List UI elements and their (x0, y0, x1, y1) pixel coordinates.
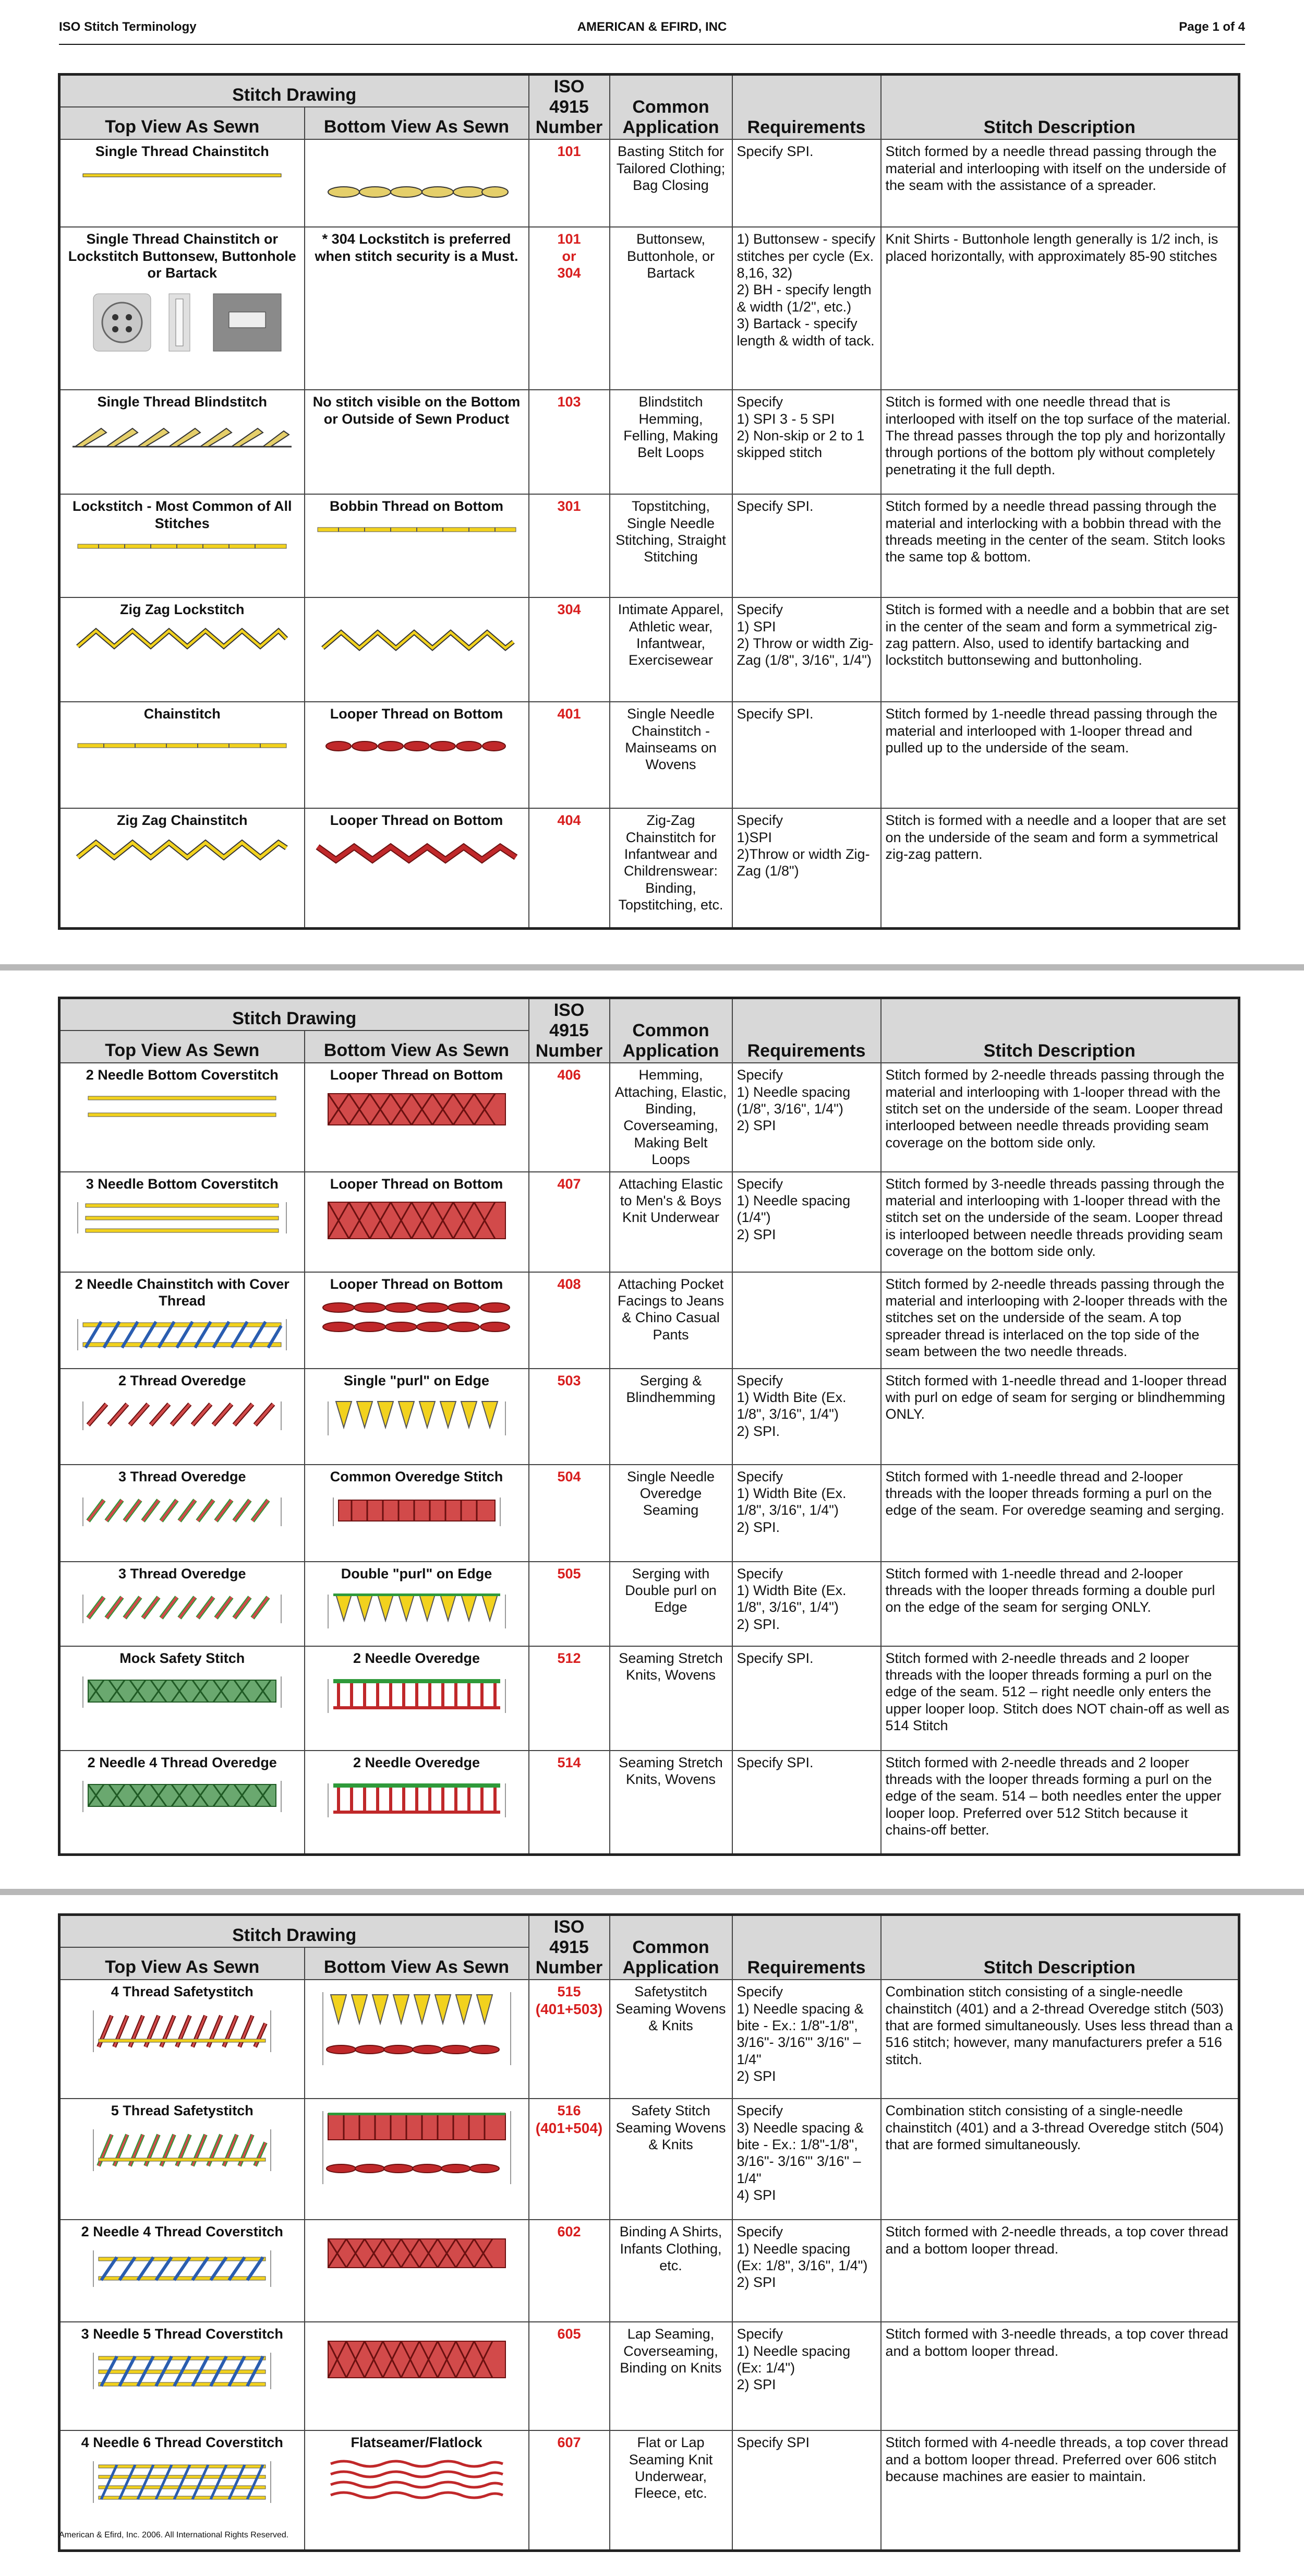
page-number: Page 1 of 4 (1179, 20, 1245, 34)
iso-number: 101 or 304 (529, 227, 610, 390)
stitch-drawing (78, 1091, 286, 1122)
stitch-drawing (318, 2108, 516, 2187)
application: Blindstitch Hemming, Felling, Making Belt Loops (610, 390, 732, 494)
stitch-drawing (318, 1990, 516, 2068)
stitch-drawing (78, 1674, 286, 1710)
description: Stitch formed by a needle thread passing through the material and interlooping with itself on the underside of the seam with the assistance of a spreader. (881, 139, 1239, 227)
description: Stitch is formed with a needle and a looper that are set on the underside of the seam and form a symmetrical zig-zag pattern. (881, 808, 1239, 928)
stitch-drawing (73, 626, 292, 652)
application: Single Needle Chainstitch - Mainseams on Wovens (610, 702, 732, 808)
iso-number: 401 (529, 702, 610, 808)
page-3 (0, 1895, 1304, 2576)
stitch-table-2: Stitch Drawing ISO 4915 Number Common Application Requirements Stitch Description Top View As Sewn Bottom View As Sewn 2 Needle Bottom Coverstitch Looper Thread on Bottom 406 Hemming, Attaching, Elastic, Binding, Coverseaming, Making Belt Loops Specify 1) Needle spacing (1/8", 3/16", 1/4") 2) SPI Stitch formed by 2-needle threads passing through the material and interlooping with 1-looper thread with the stitch set on the underside of the seam. Looper thread interlooped between needle threads providing seam coverage on the bottom side only. 3 Needle Bottom Coverstitch Looper Thread on Bottom 407 Attaching Elastic to Men's & Boys Knit Underwear Specify 1) Needle spacing (1/4") 2) SPI Stitch formed by 3-needle threads passing through the material and interlooping with 1-looper thread with the stitch set on the underside of the seam. Looper thread is interlooped between needle threads providing seam coverage on the bottom side only. 2 Needle Chainstitch with Cover Thread Looper Thread on Bottom 408 Attaching Pocket Facings to Jeans & Chino Casual Pants Stitch formed by 2-needle threads passing through the material and interlooping with 2-looper threads with the stitches set on the underside of the seam. A top spreader thread is interlaced on the top side of the seam between the two needle threads. 2 Thread Overedge Single "purl" on Edge 503 Serging & Blindhemming Specify 1) Width Bite (Ex. 1/8", 3/16", 1/4") 2) SPI. Stitch formed with 1-needle thread and 1-looper thread with purl on edge of seam for serging or blindhemming ONLY. 3 Thread Overedge Common Overedge Stitch 504 Single Needle Overedge Seaming Specify 1) Width Bite (Ex. 1/8", 3/16", 1/4") 2) SPI. Stitch formed with 1-needle thread and 2-looper threads with the looper threads forming a purl on the edge of the seam. For overedge seaming and serging. 3 Thread Overedge Double "purl" on Edge 505 Serging with Double purl on Edge Specify 1) Width Bite (Ex. 1/8", 3/16", 1/4") 2) SPI. Stitch formed with 1-needle thread and 2-looper threads with the looper threads forming a double purl on the edge of the seam for serging ONLY. Mock Safety Stitch 2 Needle Overedge 512 Seaming Stretch Knits, Wovens Specify SPI. Stitch formed with 2-needle threads and 2 looper threads with the looper threads forming a purl on the edge of the seam. 512 – right needle only enters the upper looper loop. Stitch does NOT chain-off as well as 514 Stitch 2 Needle 4 Thread Overedge 2 Needle Overedge 514 Seaming Stretch Knits, Wovens Specify SPI. Stitch formed with 2-needle threads and 2 looper threads with the looper threads forming a purl on the edge of the seam. 514 – both needles enter the upper looper loop. Preferred over 512 Stitch because it chains-off better. (58, 997, 1240, 1856)
description: Knit Shirts - Buttonhole length generally is 1/2 inch, is placed horizontally, with approximately 85-90 stitches (881, 227, 1239, 390)
page-2 (0, 971, 1304, 1889)
iso-number: 404 (529, 808, 610, 928)
table-row: Zig Zag Lockstitch 304 Intimate Apparel, Athletic wear, Infantwear, Exercisewear Specify 1) SPI 2) Throw or width Zig-Zag (1/8", 3/16", 1/4") Stitch is formed with a needle and a bobbin that are set in the center of the seam and form a symmetrical zig-zag pattern. Also, used to identify bartacking and lockstitch buttonsewing and buttonholing. (59, 597, 1239, 702)
stitch-drawing (78, 167, 286, 183)
col-app: Common Application (610, 75, 732, 140)
iso-number: 515 (401+503) (529, 1980, 610, 2099)
table-row: Single Thread Blindstitch No stitch visible on the Bottom or Outside of Sewn Product 103 Blindstitch Hemming, Felling, Making Belt Loops Specify 1) SPI 3 - 5 SPI 2) Non-skip or 2 to 1 skipped stitch Stitch is formed with one needle thread that is interlooped with itself on the top surface of the material. The thread passes through the top ply and horizontally through portions of the bottom ply without completely penetrating it the full depth. (59, 390, 1239, 494)
description: Stitch formed by 1-needle thread passing through the material and interlooped with 1-looper thread and pulled up to the underside of the seam. (881, 702, 1239, 808)
iso-number: 103 (529, 390, 610, 494)
bottom-view-label: * 304 Lockstitch is preferred when stitch security is a Must. (305, 227, 529, 390)
doc-title: ISO Stitch Terminology (59, 20, 197, 34)
stitch-drawing (318, 627, 516, 653)
stitch-drawing (88, 2459, 276, 2506)
application: Basting Stitch for Tailored Clothing; Bag Closing (610, 139, 732, 227)
table-row: Lockstitch - Most Common of All Stitches Bobbin Thread on Bottom 301 Topstitching, Single Needle Stitching, Straight Stitching Specify SPI. Stitch formed by a needle thread passing through the material and interlocking with a bobbin thread with the threads meeting in the center of the seam. Stitch looks the same top & bottom. (59, 494, 1239, 597)
stitch-drawing (73, 1316, 292, 1353)
iso-number: 406 (529, 1063, 610, 1171)
stitch-drawing (73, 738, 292, 754)
table-row: 3 Thread Overedge Common Overedge Stitch 504 Single Needle Overedge Seaming Specify 1) Width Bite (Ex. 1/8", 3/16", 1/4") 2) SPI. Stitch formed with 1-needle thread and 2-looper threads with the looper threads forming a purl on the edge of the seam. For overedge seaming and serging. (59, 1465, 1239, 1562)
stitch-drawing (88, 2127, 276, 2174)
table-row: 2 Needle 4 Thread Coverstitch 602 Binding A Shirts, Infants Clothing, etc. Specify 1) Needle spacing (Ex: 1/8", 3/16", 1/4") 2) SPI Stitch formed with 2-needle threads, a top cover thread and a bottom looper thread. (59, 2220, 1239, 2322)
iso-number: 301 (529, 494, 610, 597)
stitch-table-3: Stitch Drawing ISO 4915 Number Common Application Requirements Stitch Description Top View As Sewn Bottom View As Sewn 4 Thread Safetystitch 515 (401+503) Safetystitch Seaming Wovens & Knits Specify 1) Needle spacing & bite - Ex.: 1/8"-1/8", 3/16"- 3/16"' 3/16" – 1/4" 2) SPI Combination stitch consisting of a single-needle chainstitch (401) and a 2-thread Overedge stitch (503) that are formed simultaneously. Uses less thread than a 516 stitch; however, many manufacturers prefer a 516 stitch. 5 Thread Safetystitch 516 (401+504) Safety Stitch Seaming Wovens & Knits Specify 3) Needle spacing & bite - Ex.: 1/8"-1/8", 3/16"- 3/16"' 3/16" – 1/4" 4) SPI Combination stitch consisting of a single-needle chainstitch (401) and a 3-thread Overedge stitch (504) that are formed simultaneously. 2 Needle 4 Thread Coverstitch 602 Binding A Shirts, Infants Clothing, etc. Specify 1) Needle spacing (Ex: 1/8", 3/16", 1/4") 2) SPI Stitch formed with 2-needle threads, a top cover thread and a bottom looper thread. 3 Needle 5 Thread Coverstitch 605 Lap Seaming, Coverseaming, Binding on Knits Specify 1) Needle spacing (Ex: 1/4") 2) SPI Stitch formed with 3-needle threads, a top cover thread and a bottom looper thread. 4 Needle 6 Thread Coverstitch Flatseamer/Flatlock 607 Flat or Lap Seaming Knit Underwear, Fleece, etc. Specify SPI Stitch formed with 4-needle threads, a top cover thread and a bottom looper thread. Preferred over 606 stitch because machines are easier to maintain. (58, 1913, 1240, 2552)
stitch-drawing (318, 1300, 516, 1336)
stitch-drawing (73, 539, 292, 555)
col-desc: Stitch Description (881, 75, 1239, 140)
stitch-drawing (312, 836, 521, 868)
col-top: Top View As Sewn (59, 107, 305, 140)
header-rule (59, 44, 1245, 45)
table-row: 3 Needle 5 Thread Coverstitch 605 Lap Seaming, Coverseaming, Binding on Knits Specify 1) Needle spacing (Ex: 1/4") 2) SPI Stitch formed with 3-needle threads, a top cover thread and a bottom looper thread. (59, 2322, 1239, 2430)
table-row (59, 139, 1239, 227)
stitch-drawing (73, 1200, 292, 1236)
col-bottom: Bottom View As Sewn (305, 107, 529, 140)
table-row: 3 Needle Bottom Coverstitch Looper Thread on Bottom 407 Attaching Elastic to Men's & Boys Knit Underwear Specify 1) Needle spacing (1/4") 2) SPI Stitch formed by 3-needle threads passing through the material and interlooping with 1-looper thread with the stitch set on the underside of the seam. Looper thread is interlooped between needle threads providing seam coverage on the bottom side only. (59, 1172, 1239, 1272)
buttonhole-pictures (73, 289, 292, 356)
stitch-drawing (323, 2336, 511, 2383)
stitch-drawing (312, 522, 521, 538)
table-row: Zig Zag Chainstitch Looper Thread on Bottom 404 Zig-Zag Chainstitch for Infantwear and Childrenswear: Binding, Topstitching, etc. Specify 1)SPI 2)Throw or width Zig-Zag (1/8") Stitch is formed with a needle and a looper that are set on the underside of the seam and form a symmetrical zig-zag pattern. (59, 808, 1239, 928)
stitch-drawing (323, 1674, 511, 1716)
stitch-drawing (78, 1778, 286, 1815)
copyright-footer: American & Efird, Inc. 2006. All International Rights Reserved. (59, 2531, 289, 2539)
table-row: Mock Safety Stitch 2 Needle Overedge 512 Seaming Stretch Knits, Wovens Specify SPI. Stitch formed with 2-needle threads and 2 looper threads with the looper threads forming a purl on the edge of the seam. 512 – right needle only enters the upper looper loop. Stitch does NOT chain-off as well as 514 Stitch (59, 1646, 1239, 1751)
stitch-drawing (88, 2248, 276, 2290)
col-req: Requirements (732, 75, 881, 140)
requirements: Specify SPI. (732, 702, 881, 808)
table-row: 2 Needle 4 Thread Overedge 2 Needle Overedge 514 Seaming Stretch Knits, Wovens Specify SPI. Stitch formed with 2-needle threads and 2 looper threads with the looper threads forming a purl on the edge of the seam. 514 – both needles enter the upper looper loop. Preferred over 512 Stitch because it chains-off better. (59, 1751, 1239, 1855)
stitch-drawing (73, 836, 292, 862)
top-view-label: Single Thread Chainstitch (95, 143, 269, 160)
description: Stitch formed by a needle thread passing through the material and interlocking with a bobbin thread with the threads meeting in the center of the seam. Stitch looks the same top & bottom. (881, 494, 1239, 597)
stitch-drawing (88, 2350, 276, 2392)
stitch-drawing (323, 182, 511, 202)
col-iso: ISO 4915 Number (529, 75, 610, 140)
stitch-drawing (323, 2234, 511, 2275)
table-row: 4 Needle 6 Thread Coverstitch Flatseamer/Flatlock 607 Flat or Lap Seaming Knit Underwear, Fleece, etc. Specify SPI Stitch formed with 4-needle threads, a top cover thread and a bottom looper thread. Preferred over 606 stitch because machines are easier to maintain. (59, 2430, 1239, 2550)
requirements: Specify SPI. (732, 139, 881, 227)
application: Topstitching, Single Needle Stitching, Straight Stitching (610, 494, 732, 597)
stitch-drawing (78, 1396, 286, 1433)
application: Intimate Apparel, Athletic wear, Infantwear, Exercisewear (610, 597, 732, 702)
requirements: Specify 1) SPI 2) Throw or width Zig-Zag (1/8", 3/16", 1/4") (732, 597, 881, 702)
table-row: 5 Thread Safetystitch 516 (401+504) Safety Stitch Seaming Wovens & Knits Specify 3) Needle spacing & bite - Ex.: 1/8"-1/8", 3/16"- 3/16"' 3/16" – 1/4" 4) SPI Combination stitch consisting of a single-needle chainstitch (401) and a 3-thread Overedge stitch (504) that are formed simultaneously. (59, 2099, 1239, 2220)
stitch-drawing (78, 1492, 286, 1529)
table-row: 2 Needle Chainstitch with Cover Thread Looper Thread on Bottom 408 Attaching Pocket Facings to Jeans & Chino Casual Pants Stitch formed by 2-needle threads passing through the material and interlooping with 2-looper threads with the stitches set on the underside of the seam. A top spreader thread is interlaced on the top side of the seam between the two needle threads. (59, 1272, 1239, 1369)
iso-number: 304 (529, 597, 610, 702)
stitch-drawing (323, 1091, 511, 1128)
requirements: Specify 1)SPI 2)Throw or width Zig-Zag (1/8") (732, 808, 881, 928)
application: Zig-Zag Chainstitch for Infantwear and Childrenswear: Binding, Topstitching, etc. (610, 808, 732, 928)
stitch-drawing (328, 1492, 505, 1529)
stitch-drawing (323, 2459, 511, 2500)
table-row: 2 Needle Bottom Coverstitch Looper Thread on Bottom 406 Hemming, Attaching, Elastic, Binding, Coverseaming, Making Belt Loops Specify 1) Needle spacing (1/8", 3/16", 1/4") 2) SPI Stitch formed by 2-needle threads passing through the material and interlooping with 1-looper thread with the stitch set on the underside of the seam. Looper thread interlooped between needle threads providing seam coverage on the bottom side only. (59, 1063, 1239, 1171)
bottom-view-label: No stitch visible on the Bottom or Outside of Sewn Product (305, 390, 529, 494)
stitch-drawing (70, 418, 294, 454)
stitch-drawing (323, 1396, 511, 1438)
page-header (59, 20, 1245, 41)
stitch-drawing (88, 2008, 276, 2055)
table-row: Chainstitch Looper Thread on Bottom 401 Single Needle Chainstitch - Mainseams on Wovens Specify SPI. Stitch formed by 1-needle thread passing through the material and interlooped with 1-looper thread and pulled up to the underside of the seam. (59, 702, 1239, 808)
stitch-drawing (323, 1589, 511, 1631)
stitch-drawing (323, 1200, 511, 1241)
stitch-drawing (78, 1589, 286, 1626)
stitch-drawing (323, 738, 511, 754)
stitch-drawing (323, 1778, 511, 1820)
description: Stitch is formed with one needle thread that is interlooped with itself on the top surface of the material. The thread passes through the top ply and horizontally through portions of the bottom ply without completely penetrating it the full depth. (881, 390, 1239, 494)
col-group-header: Stitch Drawing (59, 75, 529, 107)
requirements: 1) Buttonsew - specify stitches per cycle (Ex. 8,16, 32) 2) BH - specify length & width (1/2", etc.) 3) Bartack - specify length & width of tack. (732, 227, 881, 390)
company-name: AMERICAN & EFIRD, INC (577, 20, 727, 34)
requirements: Specify SPI. (732, 494, 881, 597)
table-row: 4 Thread Safetystitch 515 (401+503) Safetystitch Seaming Wovens & Knits Specify 1) Needle spacing & bite - Ex.: 1/8"-1/8", 3/16"- 3/16"' 3/16" – 1/4" 2) SPI Combination stitch consisting of a single-needle chainstitch (401) and a 2-thread Overedge stitch (503) that are formed simultaneously. Uses less thread than a 516 stitch; however, many manufacturers prefer a 516 stitch. (59, 1980, 1239, 2099)
requirements: Specify 1) SPI 3 - 5 SPI 2) Non-skip or 2 to 1 skipped stitch (732, 390, 881, 494)
iso-number: 101 (529, 139, 610, 227)
table-row: Single Thread Chainstitch or Lockstitch Buttonsew, Buttonhole or Bartack * 304 Lockstitch is preferred when stitch security is a Must. 101 or 304 Buttonsew, Buttonhole, or Bartack 1) Buttonsew - specify stitches per cycle (Ex. 8,16, 32) 2) BH - specify length & width (1/2", etc.) 3) Bartack - specify length & width of tack. Knit Shirts - Buttonhole length generally is 1/2 inch, is placed horizontally, with approximately 85-90 stitches (59, 227, 1239, 390)
page-1 (0, 0, 1304, 964)
table-row: 3 Thread Overedge Double "purl" on Edge 505 Serging with Double purl on Edge Specify 1) Width Bite (Ex. 1/8", 3/16", 1/4") 2) SPI. Stitch formed with 1-needle thread and 2-looper threads with the looper threads forming a double purl on the edge of the seam for serging ONLY. (59, 1562, 1239, 1646)
table-row: 2 Thread Overedge Single "purl" on Edge 503 Serging & Blindhemming Specify 1) Width Bite (Ex. 1/8", 3/16", 1/4") 2) SPI. Stitch formed with 1-needle thread and 1-looper thread with purl on edge of seam for serging or blindhemming ONLY. (59, 1369, 1239, 1465)
application: Buttonsew, Buttonhole, or Bartack (610, 227, 732, 390)
stitch-table-1 (58, 73, 1240, 930)
description: Stitch is formed with a needle and a bobbin that are set in the center of the seam and form a symmetrical zig-zag pattern. Also, used to identify bartacking and lockstitch buttonsewing and buttonholing. (881, 597, 1239, 702)
